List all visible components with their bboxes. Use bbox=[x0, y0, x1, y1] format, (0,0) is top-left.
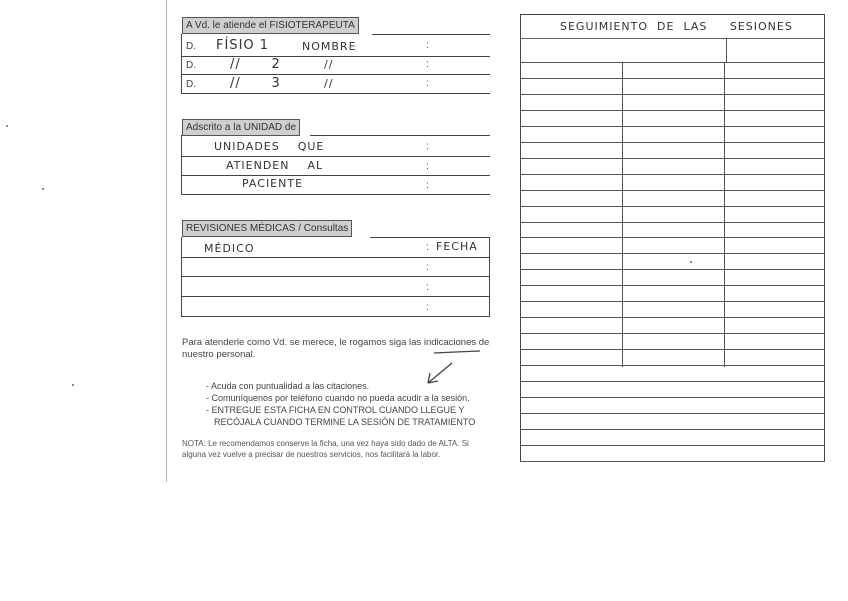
unit-line-1: UNIDADES QUE bbox=[214, 140, 325, 153]
therapist-row-2-physio: // 2 bbox=[230, 57, 281, 72]
unit-label: Adscrito a la UNIDAD de bbox=[182, 119, 300, 136]
rule bbox=[181, 316, 490, 317]
rule bbox=[181, 135, 182, 195]
colon: : bbox=[426, 302, 429, 313]
followup-row-line bbox=[520, 429, 825, 430]
colon: : bbox=[426, 282, 429, 293]
handwritten-arrow-icon bbox=[420, 345, 490, 391]
colon: : bbox=[426, 59, 429, 70]
instruction-2: - Comuníquenos por teléfono cuando no pueda acudir a la sesión. bbox=[206, 393, 470, 403]
rule bbox=[370, 237, 490, 238]
rule bbox=[372, 34, 490, 35]
instructions-intro: Para atenderle como Vd. se merece, le rogamos siga las indicaciones de nuestro personal. bbox=[182, 337, 490, 360]
reviews-col-doctor: MÉDICO bbox=[204, 242, 255, 255]
therapist-row-3-physio: // 3 bbox=[230, 76, 281, 91]
page-fold-line bbox=[166, 0, 167, 482]
followup-grid bbox=[520, 0, 825, 470]
instruction-3: - ENTREGUE ESTA FICHA EN CONTROL CUANDO LLEGUE Y bbox=[206, 405, 465, 415]
unit-line-2: ATIENDEN AL bbox=[226, 159, 324, 172]
scan-speck bbox=[72, 384, 74, 386]
followup-row-line bbox=[520, 62, 825, 63]
followup-row-line bbox=[520, 317, 825, 318]
reviews-col-date: FECHA bbox=[436, 240, 478, 253]
rule bbox=[181, 194, 490, 195]
followup-title: SEGUIMIENTO DE LAS SESIONES bbox=[560, 20, 793, 33]
rule bbox=[181, 175, 490, 176]
rule bbox=[181, 34, 182, 94]
colon: : bbox=[426, 78, 429, 89]
therapist-row-3-prefix: D. bbox=[186, 79, 196, 90]
rule bbox=[181, 56, 490, 57]
scan-speck bbox=[42, 188, 44, 190]
followup-row-line bbox=[520, 222, 825, 223]
instructions-note: NOTA: Le recomendamos conserve la ficha, una vez haya sido dado de ALTA. Si alguna vez vuelve a precisar de nuestros servicios, nos facilitará la labor. bbox=[182, 439, 469, 459]
followup-row-line bbox=[520, 285, 825, 286]
rule bbox=[181, 93, 490, 94]
rule bbox=[310, 135, 490, 136]
followup-row-line bbox=[520, 78, 825, 79]
followup-column-line bbox=[622, 62, 623, 367]
followup-row-line bbox=[520, 445, 825, 446]
rule bbox=[489, 237, 490, 317]
rule bbox=[181, 296, 490, 297]
colon: : bbox=[426, 180, 429, 191]
colon: : bbox=[426, 262, 429, 273]
followup-column-line bbox=[724, 62, 725, 367]
therapist-row-3-name: // bbox=[324, 77, 334, 90]
followup-row-line bbox=[520, 110, 825, 111]
followup-row-line bbox=[520, 381, 825, 382]
followup-row-line bbox=[520, 253, 825, 254]
followup-row-line bbox=[520, 174, 825, 175]
scan-speck bbox=[690, 261, 692, 263]
followup-row-line bbox=[520, 413, 825, 414]
followup-row-line bbox=[520, 94, 825, 95]
unit-line-3: PACIENTE bbox=[242, 177, 304, 190]
colon: : bbox=[426, 161, 429, 172]
colon: : bbox=[426, 141, 429, 152]
therapist-row-2-prefix: D. bbox=[186, 60, 196, 71]
followup-row-line bbox=[520, 237, 825, 238]
rule bbox=[181, 237, 182, 317]
followup-row-line bbox=[520, 190, 825, 191]
instruction-4: RECÓJALA CUANDO TERMINE LA SESIÓN DE TRATAMIENTO bbox=[214, 417, 476, 427]
followup-row-line bbox=[520, 461, 825, 462]
followup-row-line bbox=[520, 301, 825, 302]
therapist-row-2-name: // bbox=[324, 58, 334, 71]
therapist-row-1-prefix: D. bbox=[186, 41, 196, 52]
followup-row-line bbox=[520, 397, 825, 398]
reviews-label: REVISIONES MÉDICAS / Consultas bbox=[182, 220, 352, 237]
rule bbox=[181, 257, 490, 258]
therapist-row-1-physio: FÍSIO 1 bbox=[216, 38, 270, 53]
colon: : bbox=[426, 40, 429, 51]
rule bbox=[181, 156, 490, 157]
colon: : bbox=[426, 242, 429, 253]
rule bbox=[181, 74, 490, 75]
followup-row-line bbox=[520, 158, 825, 159]
followup-row-line bbox=[520, 126, 825, 127]
followup-row-line bbox=[520, 142, 825, 143]
instruction-1: - Acuda con puntualidad a las citaciones. bbox=[206, 381, 370, 391]
followup-row-line bbox=[520, 365, 825, 366]
scan-speck bbox=[6, 125, 8, 127]
followup-row-line bbox=[520, 333, 825, 334]
therapist-label: A Vd. le atiende el FISIOTERAPEUTA bbox=[182, 17, 359, 34]
followup-row-line bbox=[520, 349, 825, 350]
therapist-row-1-name: NOMBRE bbox=[302, 40, 357, 53]
rule bbox=[181, 276, 490, 277]
followup-row-line bbox=[520, 206, 825, 207]
followup-row-line bbox=[520, 269, 825, 270]
